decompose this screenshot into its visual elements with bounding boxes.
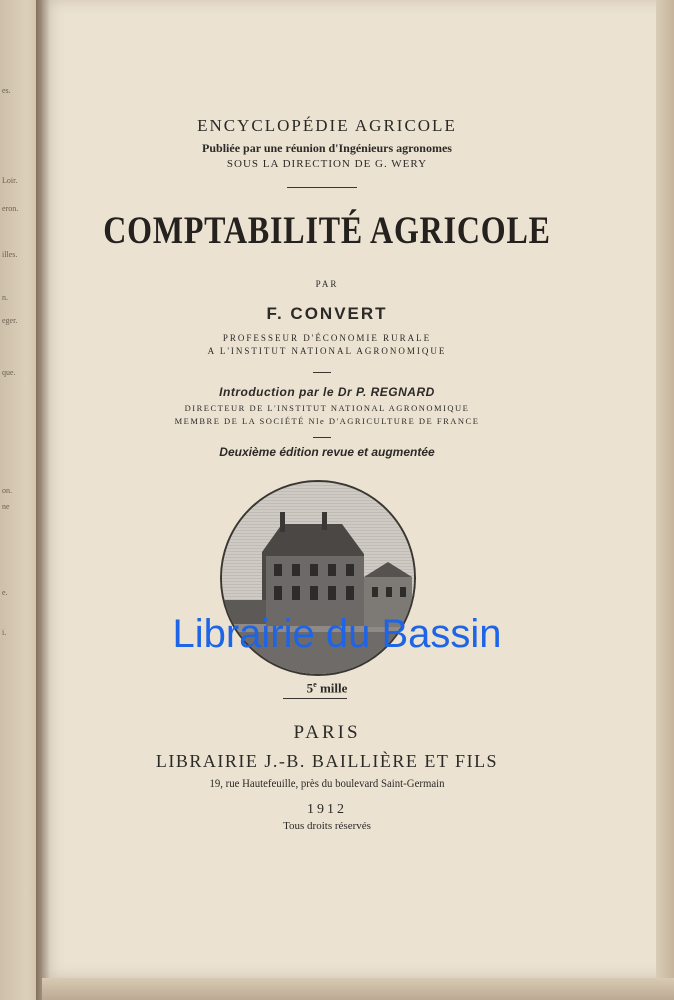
- mille-number: 5: [306, 680, 314, 696]
- imprint-city: PARIS: [293, 722, 361, 743]
- divider-rule: [313, 437, 331, 438]
- left-page-fragment: illes.: [2, 250, 18, 259]
- left-page-fragment: i.: [2, 628, 7, 637]
- edition-note: Deuxième édition revue et augmentée: [219, 445, 435, 459]
- printing-mille: [42, 680, 612, 696]
- intro-role-line-1: DIRECTEUR DE L'INSTITUT NATIONAL AGRONOMIQUE: [184, 403, 470, 413]
- left-page-fragment: ne: [2, 502, 10, 511]
- watermark-text: Librairie du Bassin: [172, 612, 502, 656]
- page-stack-edge: [656, 0, 674, 1000]
- left-page-fragment: que.: [2, 368, 16, 377]
- divider-rule: [313, 372, 331, 373]
- author-role-line-1: PROFESSEUR D'ÉCONOMIE RURALE: [222, 333, 432, 343]
- left-page-fragment: e.: [2, 588, 8, 597]
- imprint-publisher: LIBRAIRIE J.-B. BAILLIÈRE ET FILS: [155, 751, 499, 771]
- left-page-fragment: es.: [2, 86, 11, 95]
- page-stack-bottom: [42, 978, 674, 1000]
- left-page-fragment: eger.: [2, 316, 18, 325]
- series-title: ENCYCLOPÉDIE AGRICOLE: [197, 116, 457, 135]
- left-page-fragment: Loir.: [2, 176, 18, 185]
- intro-role-line-2: MEMBRE DE LA SOCIÉTÉ Nle D'AGRICULTURE DE FRANCE: [174, 416, 480, 426]
- imprint-address: 19, rue Hautefeuille, près du boulevard Saint-Germain: [209, 776, 445, 790]
- mille-underline: [283, 698, 347, 699]
- par-label: PAR: [315, 279, 339, 289]
- left-page-fragment: on.: [2, 486, 12, 495]
- left-page-fragment: eron.: [2, 204, 19, 213]
- imprint-year: 1912: [307, 802, 347, 817]
- imprint-rights: Tous droits réservés: [283, 820, 371, 832]
- author-role-line-2: A L'INSTITUT NATIONAL AGRONOMIQUE: [207, 346, 447, 356]
- series-subtitle: Publiée par une réunion d'Ingénieurs agronomes: [202, 141, 452, 155]
- left-page-fragment: n.: [2, 293, 8, 302]
- book-title: COMPTABILITÉ AGRICOLE: [103, 209, 551, 252]
- author-name: F. CONVERT: [266, 304, 388, 323]
- mille-superscript: e: [313, 680, 317, 689]
- divider-rule: [287, 187, 357, 188]
- introduction-credit: Introduction par le Dr P. REGNARD: [219, 385, 435, 399]
- mille-word: mille: [316, 680, 348, 696]
- series-direction: SOUS LA DIRECTION DE G. WERY: [226, 158, 428, 170]
